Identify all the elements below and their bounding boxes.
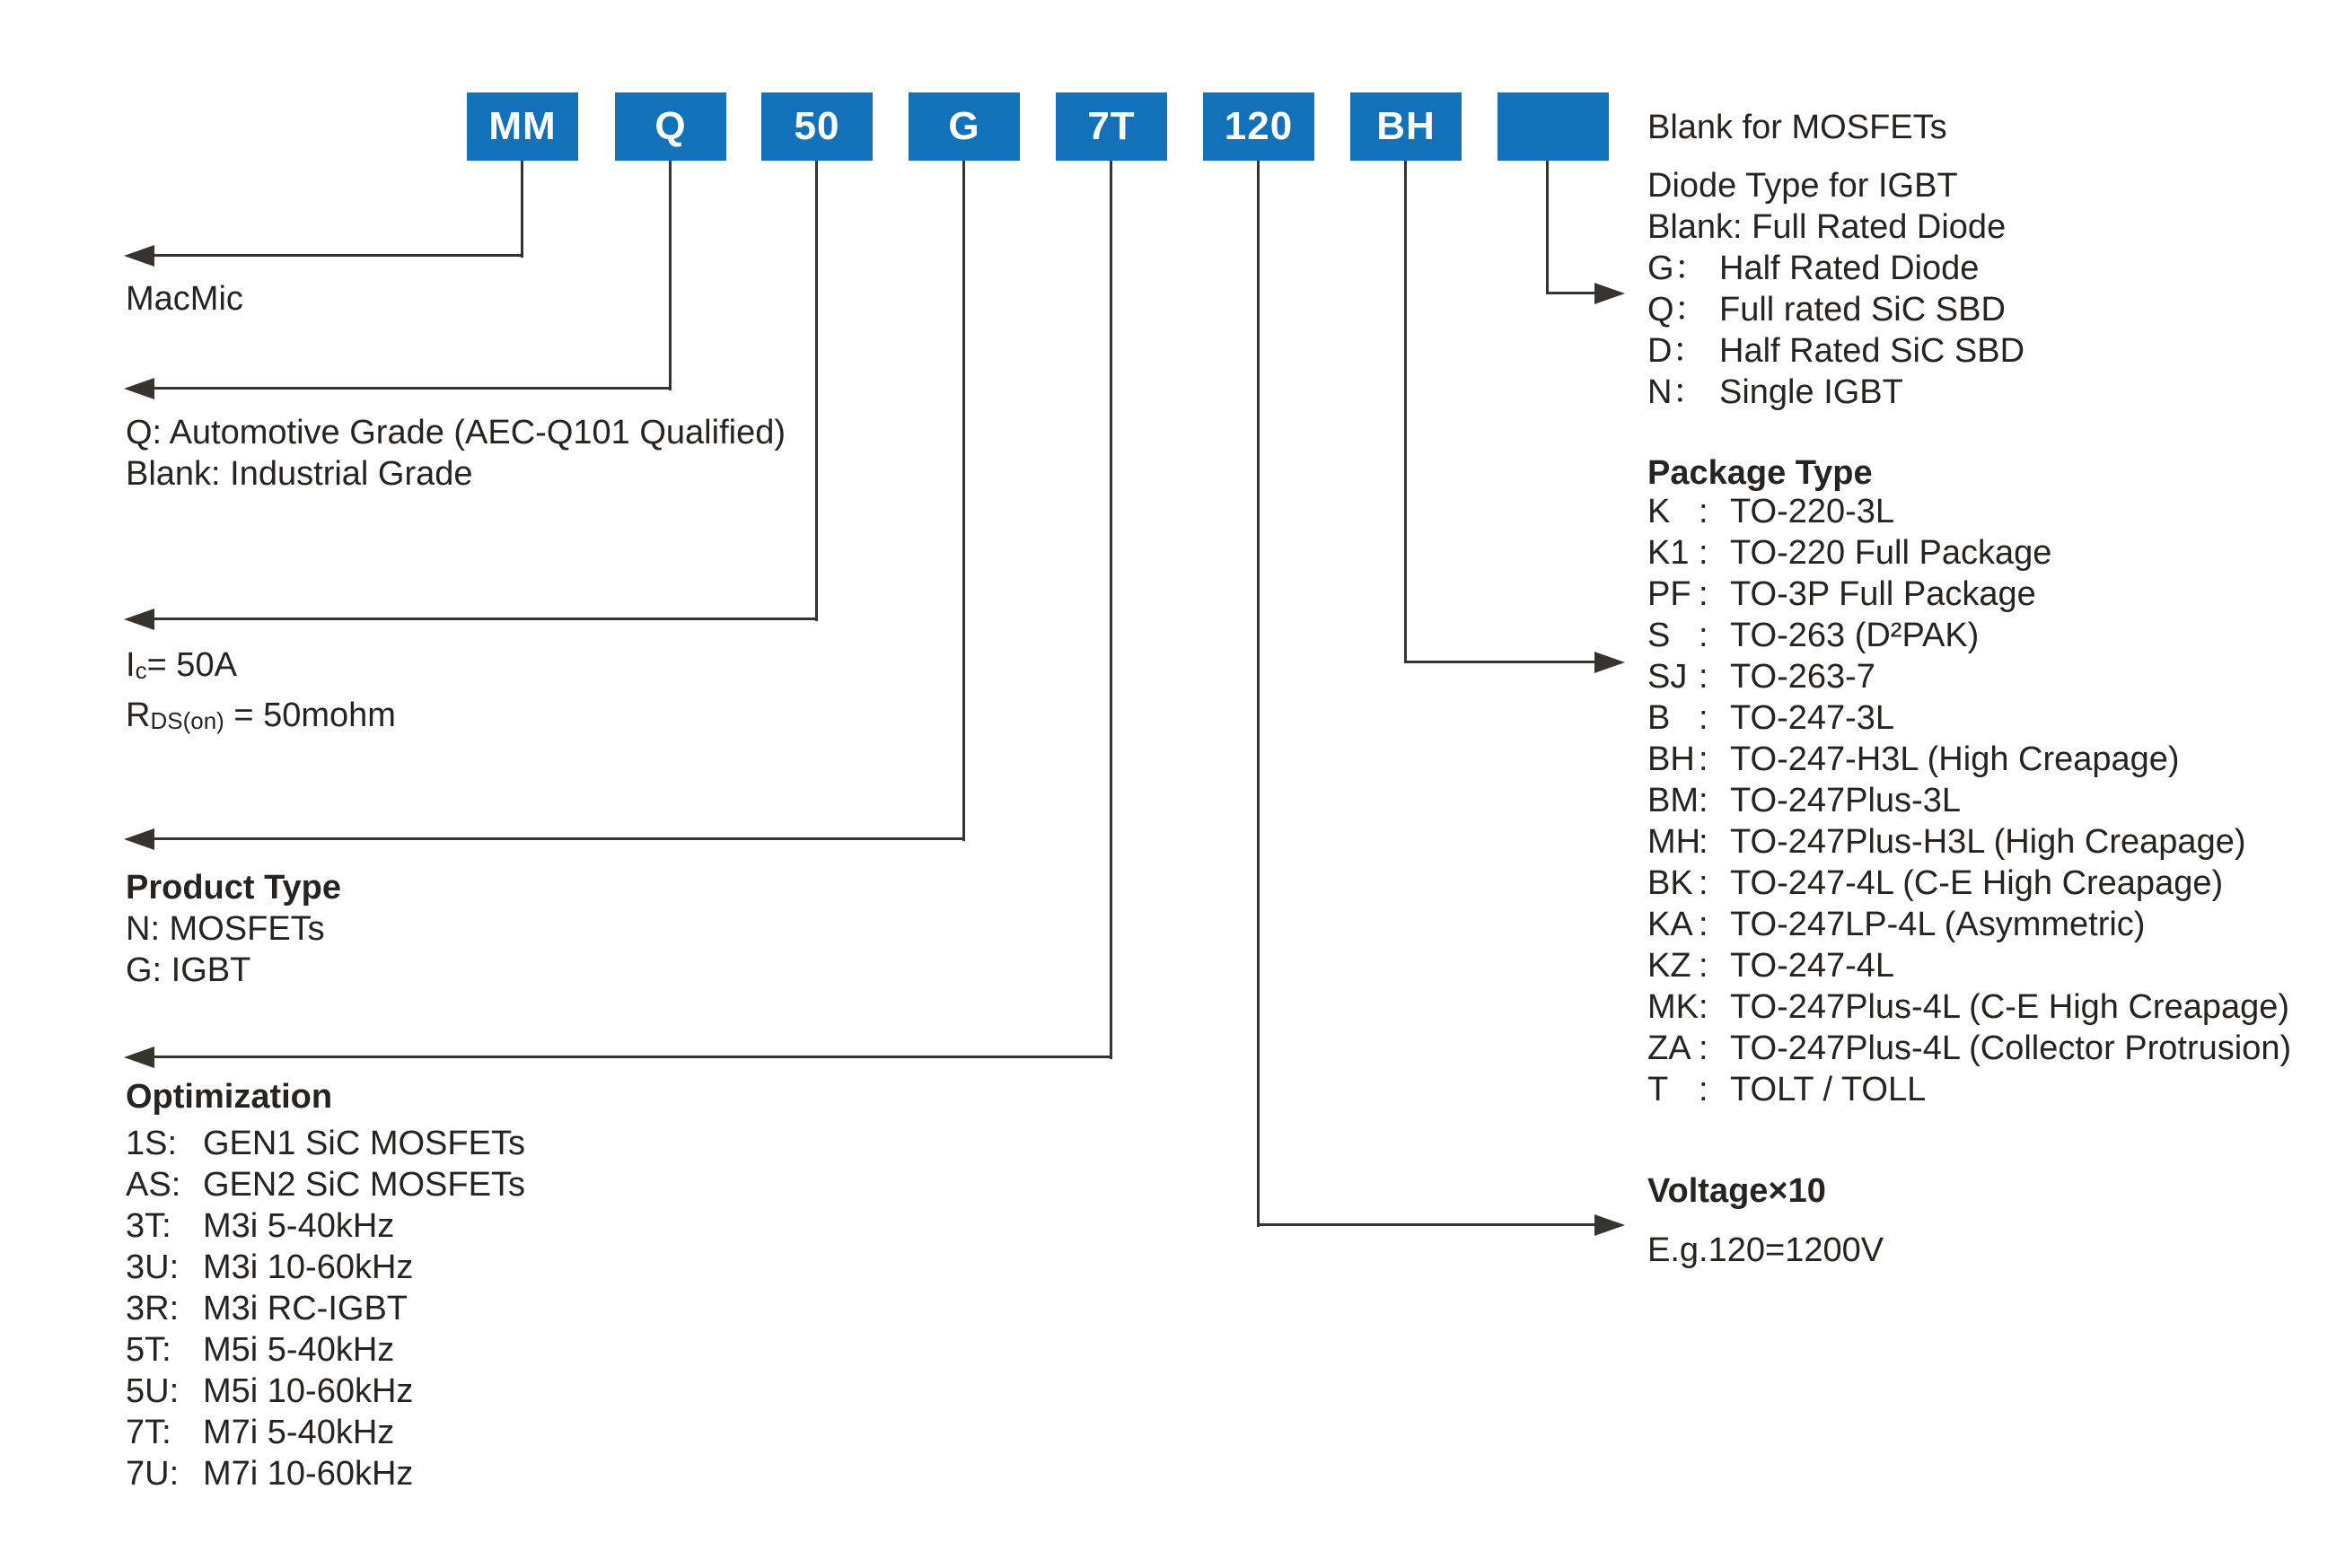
rdson-line: RDS(on) = 50mohm <box>126 696 396 734</box>
optimization-item: 5T: M5i 5-40kHz <box>126 1331 395 1369</box>
code-box-grade: Q <box>615 92 726 161</box>
optimization-item: 7U: M7i 10-60kHz <box>126 1455 414 1493</box>
package-type-item: BK : TO-247-4L (C-E High Creapage) <box>1647 864 2224 902</box>
optimization-title: Optimization <box>126 1078 333 1116</box>
diode-type-item: D： Half Rated SiC SBD <box>1647 332 2025 370</box>
connector-current-vline <box>815 161 818 621</box>
grade-line-industrial: Blank: Industrial Grade <box>126 455 473 493</box>
code-box-diode-blank <box>1497 92 1609 161</box>
product-arrow-left-icon <box>124 828 154 850</box>
connector-current-hline <box>151 618 818 620</box>
product-type-title: Product Type <box>126 869 341 907</box>
code-box-mm: MM <box>467 92 578 161</box>
mm-arrow-left-icon <box>124 245 154 267</box>
optimization-item: 3U: M3i 10-60kHz <box>126 1248 414 1286</box>
package-type-item: KZ : TO-247-4L <box>1647 947 1895 985</box>
connector-mm-vline <box>521 161 523 258</box>
optimization-item: 1S: GEN1 SiC MOSFETs <box>126 1125 525 1162</box>
manufacturer-label: MacMic <box>126 280 243 318</box>
package-type-item: K : TO-220-3L <box>1647 493 1895 530</box>
package-type-item: B : TO-247-3L <box>1647 699 1895 737</box>
connector-grade-vline <box>669 161 672 390</box>
connector-voltage-hline <box>1257 1223 1596 1226</box>
code-box-current: 50 <box>761 92 873 161</box>
collector-current-line: Ic= 50A <box>126 646 237 684</box>
package-type-list <box>1647 491 2291 1110</box>
grade-section <box>126 412 786 495</box>
package-type-item: K1 : TO-220 Full Package <box>1647 534 2052 572</box>
diode-type-item: Q： Full rated SiC SBD <box>1647 291 2006 328</box>
optimization-item: 5U: M5i 10-60kHz <box>126 1372 414 1410</box>
diode-arrow-right-icon <box>1594 283 1625 304</box>
optimization-item: 3T: M3i 5-40kHz <box>126 1207 395 1245</box>
package-type-item: BH : TO-247-H3L (High Creapage) <box>1647 740 2180 778</box>
optimization-item: AS: GEN2 SiC MOSFETs <box>126 1166 525 1204</box>
connector-mm-hline <box>151 254 523 257</box>
connector-diode-vline <box>1546 161 1549 293</box>
grade-line-automotive: Q: Automotive Grade (AEC-Q101 Qualified) <box>126 414 786 451</box>
connector-package-hline <box>1404 661 1596 663</box>
optimization-item: 3R: M3i RC-IGBT <box>126 1290 408 1327</box>
package-type-item: T : TOLT / TOLL <box>1647 1071 1927 1108</box>
diode-type-title: Diode Type for IGBT <box>1647 167 1958 205</box>
code-box-package: BH <box>1350 92 1462 161</box>
optimization-list <box>126 1123 525 1494</box>
product-type-section <box>126 867 341 991</box>
code-box-voltage: 120 <box>1203 92 1314 161</box>
connector-package-vline <box>1404 161 1407 663</box>
diode-type-item: N： Single IGBT <box>1647 373 1903 411</box>
package-type-item: KA : TO-247LP-4L (Asymmetric) <box>1647 906 2146 943</box>
connector-product-hline <box>151 837 965 840</box>
package-type-item: PF : TO-3P Full Package <box>1647 575 2036 613</box>
current-arrow-left-icon <box>124 609 154 630</box>
package-type-item: BM : TO-247Plus-3L <box>1647 782 1961 819</box>
connector-diode-hline <box>1546 292 1596 294</box>
grade-arrow-left-icon <box>124 378 154 399</box>
mosfet-blank-note: Blank for MOSFETs <box>1647 109 1947 146</box>
package-type-item: MK : TO-247Plus-4L (C-E High Creapage) <box>1647 988 2290 1026</box>
voltage-arrow-right-icon <box>1594 1214 1625 1236</box>
product-type-item-mosfet: N: MOSFETs <box>126 910 325 948</box>
code-box-optimization: 7T <box>1056 92 1167 161</box>
connector-product-vline <box>962 161 965 841</box>
package-type-item: S : TO-263 (D²PAK) <box>1647 617 1980 654</box>
voltage-title: Voltage×10 <box>1647 1172 1826 1210</box>
voltage-example: E.g.120=1200V <box>1647 1231 1884 1269</box>
connector-optimization-vline <box>1110 161 1112 1059</box>
diode-type-subtitle: Blank: Full Rated Diode <box>1647 208 2007 246</box>
product-type-item-igbt: G: IGBT <box>126 951 251 989</box>
connector-grade-hline <box>151 387 672 390</box>
diode-type-section <box>1647 165 2024 413</box>
package-arrow-right-icon <box>1594 652 1625 673</box>
package-type-item: SJ : TO-263-7 <box>1647 658 1875 696</box>
connector-optimization-hline <box>151 1056 1112 1058</box>
package-type-title: Package Type <box>1647 454 1873 492</box>
current-rating-section <box>126 643 396 743</box>
package-type-item: ZA : TO-247Plus-4L (Collector Protrusion) <box>1647 1029 2292 1067</box>
diode-type-item: G： Half Rated Diode <box>1647 250 1980 287</box>
optimization-arrow-left-icon <box>124 1047 154 1068</box>
optimization-item: 7T: M7i 5-40kHz <box>126 1414 395 1451</box>
connector-voltage-vline <box>1257 161 1260 1227</box>
code-box-product: G <box>909 92 1020 161</box>
package-type-item: MH : TO-247Plus-H3L (High Creapage) <box>1647 823 2246 861</box>
